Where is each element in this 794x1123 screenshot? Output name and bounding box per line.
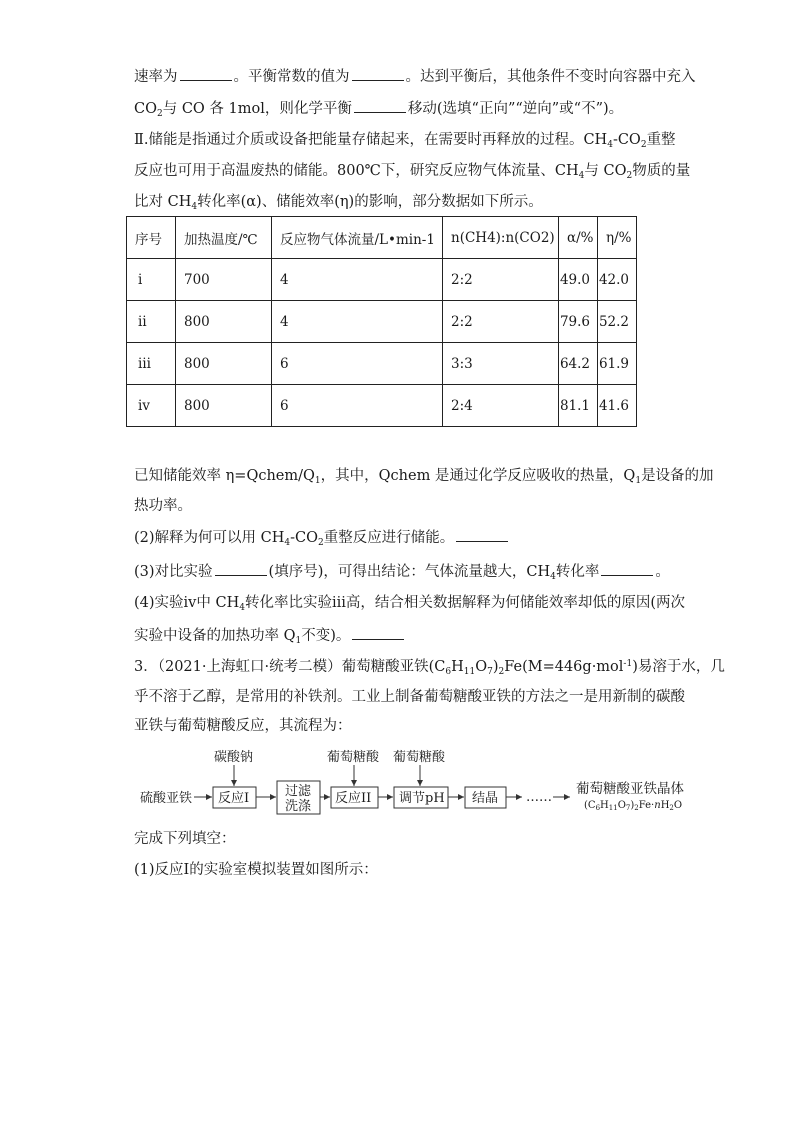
subscript: 4 (550, 572, 556, 582)
text: H (451, 659, 464, 675)
text: O (475, 659, 488, 675)
header-cell: α/% (559, 217, 598, 259)
text: 已知储能效率 η=Qchem/Q (134, 468, 315, 484)
text: 亚铁与葡萄糖酸反应，其流程为： (134, 718, 352, 734)
flow-product-label: 葡萄糖酸亚铁晶体 (576, 781, 684, 797)
cell-eta: 42.0 (598, 259, 637, 301)
flow-box-label: 洗涤 (285, 799, 312, 814)
cell-alpha: 64.2 (559, 343, 598, 385)
text: (填序号)，可得出结论：气体流量越大，CH (268, 564, 551, 580)
text: (1)反应Ⅰ的实验室模拟装置如图所示： (134, 862, 378, 878)
text: (4)实验ⅳ中 CH (134, 595, 240, 611)
text: 转化率 (555, 564, 600, 580)
cell-flow: 4 (272, 301, 443, 343)
subscript: 4 (191, 202, 198, 212)
subscript: 2 (498, 667, 505, 677)
text: Fe(M=446g·mol (504, 659, 624, 675)
flow-box-label: 反应I (218, 791, 250, 806)
text: Ⅱ.储能是指通过介质或设备把能量存储起来，在需要时再释放的过程。CH (134, 132, 608, 148)
cell-ratio: 2:4 (443, 385, 559, 427)
flow-product-formula: $(C_6H_{11}O_7)_2Fe\cdot nH_2O$ (584, 800, 683, 812)
subscript: 2 (156, 109, 163, 119)
header-cell: 序号 (127, 217, 176, 259)
text: 乎不溶于乙醇，是常用的补铁剂。工业上制备葡萄糖酸亚铁的方法之一是用新制的碳酸 (134, 689, 685, 705)
text: (3)对比实验 (134, 564, 213, 580)
header-cell: n(CH4):n(CO2) (443, 217, 559, 259)
subscript: 1 (314, 476, 321, 486)
superscript: -1 (623, 659, 633, 669)
flow-reagent-label: 碳酸钠 (214, 750, 254, 765)
flow-box-label: 结晶 (472, 791, 499, 806)
subscript: 1 (295, 636, 302, 646)
text: 实验中设备的加热功率 Q (134, 628, 296, 644)
text: 速率为 (134, 69, 178, 85)
flow-dots: …… (526, 790, 552, 805)
flow-reagent-label: 葡萄糖酸 (327, 750, 380, 765)
text: 物质的量 (632, 163, 691, 179)
cell-temp: 800 (176, 301, 272, 343)
text: ，其中，Qchem 是通过化学反应吸收的热量，Q (320, 468, 636, 484)
flow-box-label: 过滤 (285, 784, 312, 799)
text: 转化率比实验ⅲ高，结合相关数据解释为何储能效率却低的原因(两次 (244, 595, 686, 611)
subscript: 7 (487, 667, 493, 677)
subscript: 4 (284, 538, 291, 548)
subscript: 2 (626, 171, 633, 181)
text: (2)解释为何可以用 CH (134, 530, 285, 546)
header-cell: 反应物气体流量/L•min-1 (272, 217, 443, 259)
flow-start-label: 硫酸亚铁 (140, 791, 193, 806)
text: 。平衡常数的值为 (233, 69, 350, 85)
cell-index: ⅰ (127, 259, 176, 301)
subscript: 1 (635, 476, 642, 486)
cell-ratio: 3:3 (443, 343, 559, 385)
cell-alpha: 81.1 (559, 385, 598, 427)
closing-line-2 (134, 860, 378, 880)
text: 反应也可用于高温废热的储能。800℃下，研究反应物气体流量、CH (134, 163, 579, 179)
subscript: 4 (578, 171, 585, 181)
cell-alpha: 49.0 (559, 259, 598, 301)
text: 。 (655, 564, 670, 580)
cell-temp: 800 (176, 343, 272, 385)
subscript: 11 (463, 667, 476, 677)
flow-box-label: 调节pH (399, 791, 445, 806)
text: 是设备的加 (641, 468, 714, 484)
text: 比对 CH (134, 194, 192, 210)
text: 与 CO 各 1mol，则化学平衡 (162, 101, 352, 117)
cell-index: ⅳ (127, 385, 176, 427)
header-cell: 加热温度/℃ (176, 217, 272, 259)
text: 重整 (646, 132, 676, 148)
text: 完成下列填空： (134, 831, 236, 847)
subscript: 2 (318, 538, 324, 548)
cell-eta: 61.9 (598, 343, 637, 385)
text: -CO (290, 530, 319, 546)
text: ) (492, 659, 499, 675)
header-cell: η/% (598, 217, 637, 259)
text: CO (134, 101, 157, 117)
text: 移动(选填“正向”“逆向”或“不”)。 (407, 101, 624, 117)
cell-ratio: 2:2 (443, 259, 559, 301)
flow-reagent-label: 葡萄糖酸 (393, 750, 446, 765)
cell-flow: 4 (272, 259, 443, 301)
cell-temp: 800 (176, 385, 272, 427)
text: 3．（2021·上海虹口·统考二模）葡萄糖酸亚铁(C (134, 659, 446, 675)
text: 。达到平衡后，其他条件不变时向容器中充入 (405, 69, 696, 85)
text: 重整反应进行储能。 (323, 530, 455, 546)
cell-eta: 52.2 (598, 301, 637, 343)
subscript: 4 (607, 140, 613, 150)
text: 不变)。 (301, 628, 351, 644)
cell-temp: 700 (176, 259, 272, 301)
cell-flow: 6 (272, 343, 443, 385)
text: 转化率(α)、储能效率(η)的影响，部分数据如下所示。 (197, 194, 543, 210)
cell-flow: 6 (272, 385, 443, 427)
cell-index: ⅱ (127, 301, 176, 343)
subscript: 6 (445, 667, 452, 677)
cell-eta: 41.6 (598, 385, 637, 427)
flow-box-label: 反应II (335, 791, 372, 806)
cell-alpha: 79.6 (559, 301, 598, 343)
text: -CO (612, 132, 641, 148)
text: )易溶于水，几 (632, 659, 725, 675)
cell-index: ⅲ (127, 343, 176, 385)
text: 热功率。 (134, 498, 192, 514)
text: 与 CO (584, 163, 627, 179)
subscript: 4 (239, 603, 245, 613)
cell-ratio: 2:2 (443, 301, 559, 343)
subscript: 2 (640, 140, 647, 150)
closing-line-1 (134, 829, 236, 849)
